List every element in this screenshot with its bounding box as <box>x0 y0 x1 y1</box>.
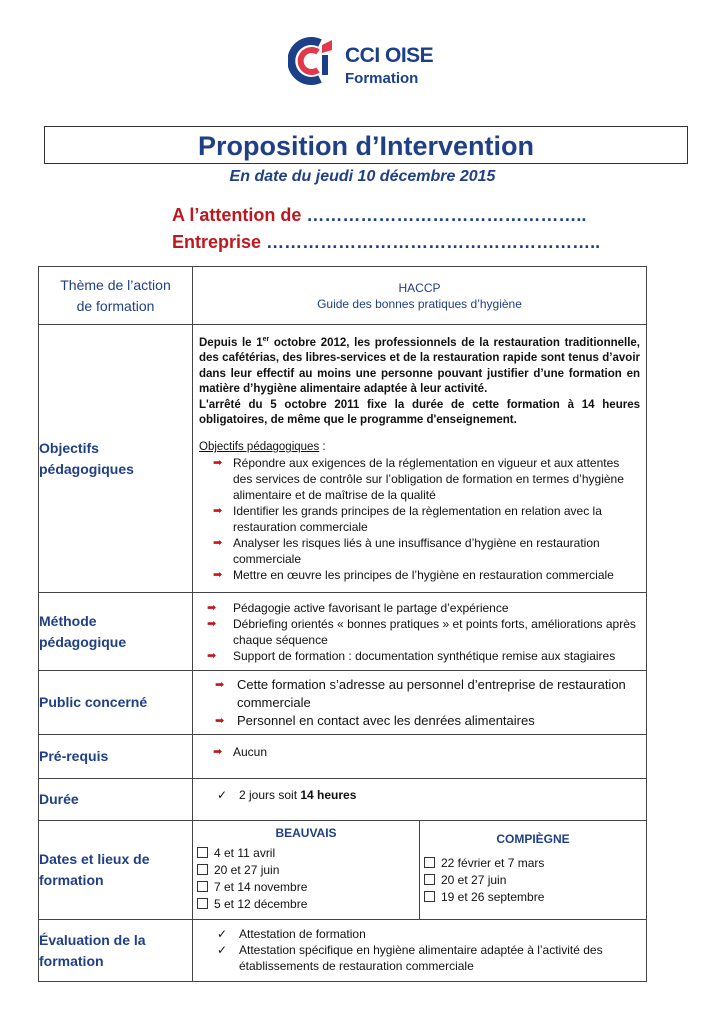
list-item <box>193 648 640 664</box>
date-text: 19 et 26 septembre <box>441 890 545 904</box>
methode-label-line2: pédagogique <box>39 633 127 650</box>
objectifs-label-line2: pédagogiques <box>39 460 134 477</box>
arrow-icon: ➡ <box>215 678 225 691</box>
entreprise-label: Entreprise <box>172 232 262 252</box>
date-row <box>193 896 419 913</box>
date-text: 20 et 27 juin <box>441 873 507 887</box>
date-text: 4 et 11 avril <box>214 846 276 860</box>
list-item <box>193 712 640 730</box>
logo-sub-text: Formation <box>345 70 419 87</box>
list-item <box>193 503 640 535</box>
cci-logo-mark-icon <box>288 36 338 86</box>
list-item-text: Mettre en œuvre les principes de l’hygiène en restauration commerciale <box>233 567 614 582</box>
location-beauvais <box>193 821 419 919</box>
evaluation-list <box>193 924 646 978</box>
location-compiegne <box>419 821 646 919</box>
objectifs-subtitle <box>193 429 646 455</box>
objectifs-para1-start: Depuis le 1 <box>199 336 263 349</box>
arrow-icon: ➡ <box>213 568 223 581</box>
objectifs-label-line1: Objectifs <box>39 439 99 456</box>
date-row <box>193 862 419 879</box>
public-label: Public concerné <box>39 671 193 735</box>
methode-label <box>39 593 193 671</box>
public-row <box>39 671 647 735</box>
theme-title: HACCP <box>398 280 441 295</box>
dates-row <box>39 821 647 920</box>
dates-label <box>39 821 193 920</box>
list-item <box>193 787 646 803</box>
duree-text: 2 jours soit <box>239 787 301 802</box>
duree-list <box>193 787 646 813</box>
methode-value <box>193 593 647 671</box>
list-item-text: Répondre aux exigences de la réglementation en vigueur et aux attentes des services de contrôle sur l’obligation de formation en termes d’hygiène alimentaire et de maîtrise de la qualité <box>233 455 624 502</box>
attention-line <box>172 205 586 226</box>
arrow-icon: ➡ <box>213 456 223 469</box>
objectifs-para1-rest: octobre 2012, les professionnels de la restauration traditionnelle, des cafétérias, des libres-services et de la restauration rapide sont tenus d’avoir dans leur effectif au moins une personne pouvant justifier d’une formation en matière d’hygiène alimentaire adaptée à leur activité. <box>199 336 640 396</box>
checkbox-icon <box>197 881 208 892</box>
evaluation-value <box>193 920 647 982</box>
prerequis-list <box>193 744 646 770</box>
objectifs-row <box>39 325 647 593</box>
objectifs-paragraph-2: L'arrêté du 5 octobre 2011 fixe la durée de cette formation à 14 heures obligatoires, de même que le programme d'enseignement. <box>199 398 640 427</box>
list-item <box>193 455 640 503</box>
list-item <box>193 942 640 974</box>
arrow-icon: ➡ <box>207 649 217 662</box>
objectifs-subtitle-text: Objectifs pédagogiques <box>199 440 320 453</box>
page-title: Proposition d’Intervention <box>198 131 534 161</box>
date-text: 22 février et 7 mars <box>441 856 545 870</box>
list-item <box>193 535 640 567</box>
list-item-text: Attestation spécifique en hygiène alimentaire adaptée à l’activité des établissements de restauration commerciale <box>239 942 603 973</box>
objectifs-label <box>39 325 193 593</box>
list-item-text: Pédagogie active favorisant le partage d’expérience <box>233 600 509 615</box>
evaluation-row <box>39 920 647 982</box>
attention-dots: ……………………………………….. <box>306 205 587 225</box>
location-name: BEAUVAIS <box>275 826 337 840</box>
theme-label-line2: de formation <box>76 297 155 314</box>
arrow-icon: ➡ <box>207 617 217 630</box>
objectifs-subtitle-colon: : <box>319 440 326 453</box>
prerequis-value <box>193 735 647 779</box>
list-item-text: Analyser les risques liés à une insuffisance d’hygiène en restauration commerciale <box>233 535 600 566</box>
objectifs-paragraph-1 <box>193 328 646 398</box>
list-item <box>193 926 640 942</box>
date-row <box>420 872 646 889</box>
list-item-text: Personnel en contact avec les denrées alimentaires <box>237 712 535 728</box>
checkbox-icon <box>197 898 208 909</box>
list-item <box>193 616 640 648</box>
objectifs-value <box>193 325 647 593</box>
checkbox-icon <box>424 874 435 885</box>
check-icon: ✓ <box>217 942 228 957</box>
date-row <box>420 889 646 906</box>
public-value <box>193 671 647 735</box>
location-name: COMPIÈGNE <box>496 832 570 846</box>
arrow-icon: ➡ <box>213 504 223 517</box>
entreprise-dots: ……………………………………………….. <box>266 232 601 252</box>
list-item-text: Aucun <box>233 744 268 759</box>
title-box <box>44 126 688 164</box>
theme-label-line1: Thème de l’action <box>60 276 171 293</box>
dates-label-line1: Dates et lieux de <box>39 851 150 867</box>
prerequis-row <box>39 735 647 779</box>
methode-row <box>39 593 647 671</box>
list-item <box>193 567 640 583</box>
formation-table <box>38 266 647 982</box>
logo-main-text: CCI OISE <box>345 44 434 67</box>
locations <box>193 821 646 919</box>
arrow-icon: ➡ <box>207 601 217 614</box>
checkbox-icon <box>197 864 208 875</box>
duree-hours: 14 heures <box>300 787 357 802</box>
list-item <box>193 600 640 616</box>
duree-row <box>39 779 647 821</box>
cci-oise-logo <box>288 36 458 96</box>
duree-label: Durée <box>39 779 193 821</box>
list-item-text: Identifier les grands principes de la règlementation en relation avec la restauration commerciale <box>233 503 602 534</box>
objectifs-para1-sup: er <box>262 336 270 344</box>
arrow-icon: ➡ <box>213 536 223 549</box>
methode-label-line1: Méthode <box>39 612 97 629</box>
methode-list <box>193 596 646 668</box>
list-item-text: Débriefing orientés « bonnes pratiques » et points forts, améliorations après chaque séquence <box>233 616 636 647</box>
check-icon: ✓ <box>217 787 228 802</box>
arrow-icon: ➡ <box>213 745 223 758</box>
date-row <box>420 855 646 872</box>
evaluation-label <box>39 920 193 982</box>
date-row <box>193 879 419 896</box>
dates-label-line2: formation <box>39 872 104 888</box>
evaluation-label-line2: formation <box>39 952 104 969</box>
entreprise-line <box>172 232 600 253</box>
list-item-text: Support de formation : documentation synthétique remise aux stagiaires <box>233 648 616 663</box>
duree-value <box>193 779 647 821</box>
theme-label <box>39 267 193 325</box>
date-text: 7 et 14 novembre <box>214 880 308 894</box>
list-item-text: Attestation de formation <box>239 926 366 941</box>
theme-value <box>193 267 647 325</box>
list-item <box>193 676 640 712</box>
check-icon: ✓ <box>217 926 228 941</box>
checkbox-icon <box>197 847 208 858</box>
objectifs-list <box>193 455 646 589</box>
checkbox-icon <box>424 891 435 902</box>
date-text: 20 et 27 juin <box>214 863 280 877</box>
prerequis-label: Pré-requis <box>39 735 193 779</box>
dates-value <box>193 821 647 920</box>
checkbox-icon <box>424 857 435 868</box>
theme-row <box>39 267 647 325</box>
list-item-text: Cette formation s’adresse au personnel d’entreprise de restauration commerciale <box>237 676 626 710</box>
public-list <box>193 674 646 732</box>
list-item <box>193 744 640 760</box>
theme-subtitle: Guide des bonnes pratiques d’hygiène <box>317 296 522 311</box>
evaluation-label-line1: Évaluation de la <box>39 931 146 948</box>
document-date: En date du jeudi 10 décembre 2015 <box>229 168 496 185</box>
date-text: 5 et 12 décembre <box>214 897 308 911</box>
attention-label: A l’attention de <box>172 205 302 225</box>
arrow-icon: ➡ <box>215 714 225 727</box>
date-row <box>193 845 419 862</box>
